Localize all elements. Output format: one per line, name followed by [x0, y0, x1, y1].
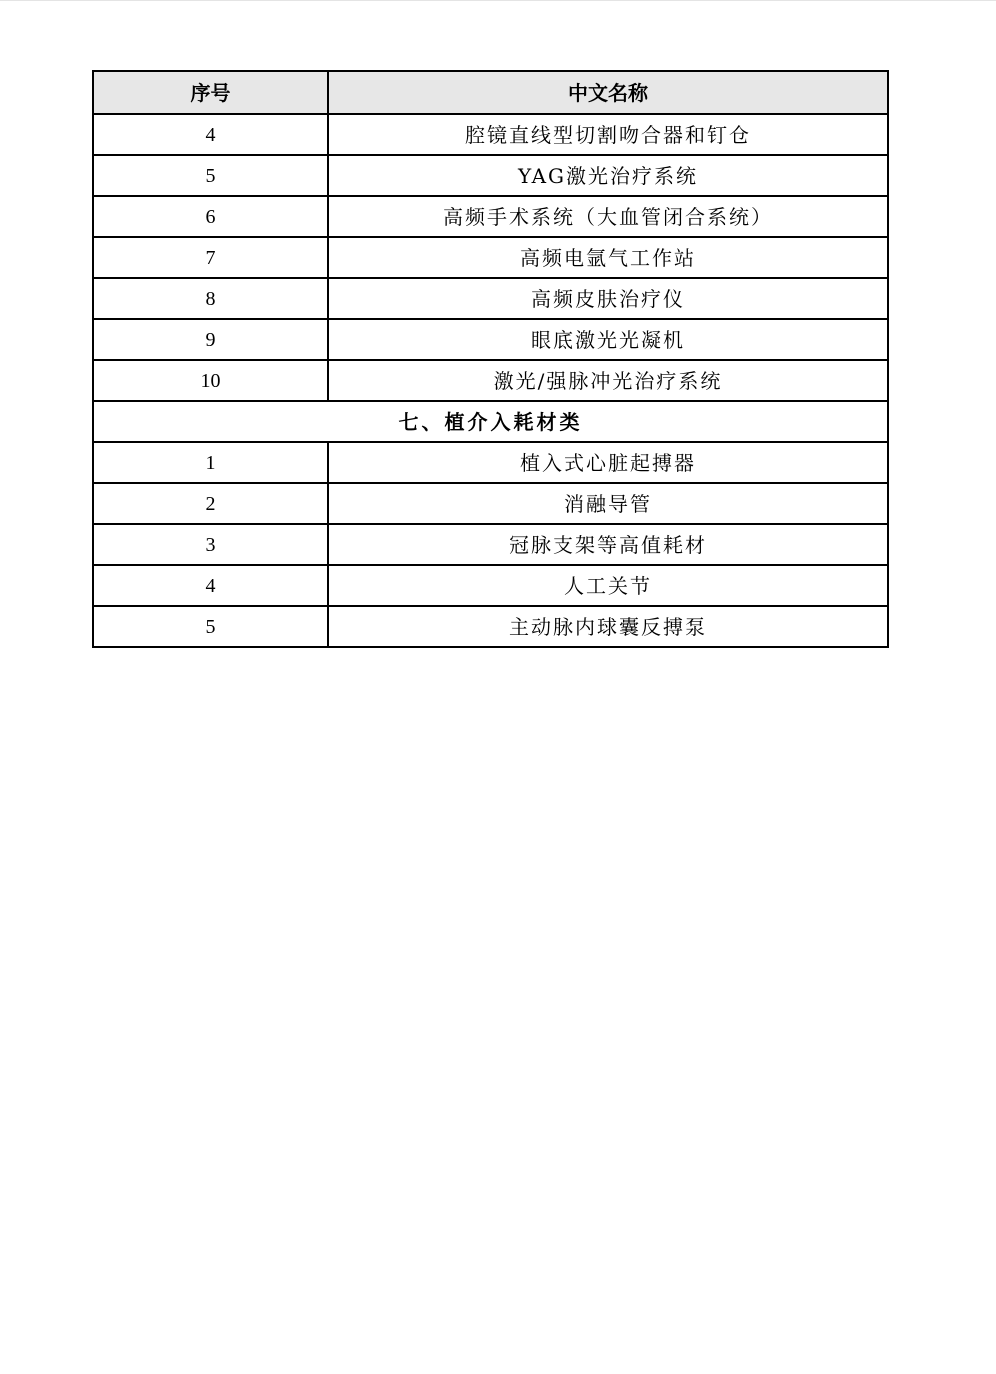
row-index: 5 — [93, 155, 328, 196]
row-index: 7 — [93, 237, 328, 278]
row-name: YAG激光治疗系统 — [328, 155, 888, 196]
table-row — [93, 524, 888, 565]
row-name: 冠脉支架等高值耗材 — [328, 524, 888, 565]
row-name: 主动脉内球囊反搏泵 — [328, 606, 888, 647]
table-row — [93, 237, 888, 278]
page-top-rule — [0, 0, 996, 1]
row-index: 3 — [93, 524, 328, 565]
row-index: 1 — [93, 442, 328, 483]
table-header-row — [93, 71, 888, 114]
row-index: 2 — [93, 483, 328, 524]
row-index: 10 — [93, 360, 328, 401]
table-row — [93, 114, 888, 155]
table-row — [93, 319, 888, 360]
table-row — [93, 483, 888, 524]
equipment-table — [92, 70, 889, 648]
row-name: 高频手术系统（大血管闭合系统） — [328, 196, 888, 237]
row-index: 9 — [93, 319, 328, 360]
row-index: 6 — [93, 196, 328, 237]
row-name: 眼底激光光凝机 — [328, 319, 888, 360]
row-name: 激光/强脉冲光治疗系统 — [328, 360, 888, 401]
table-row — [93, 606, 888, 647]
header-index: 序号 — [93, 71, 328, 114]
table-row — [93, 196, 888, 237]
row-name: 高频皮肤治疗仪 — [328, 278, 888, 319]
section-title: 七、植介入耗材类 — [93, 401, 888, 442]
table-row — [93, 442, 888, 483]
row-index: 8 — [93, 278, 328, 319]
row-name: 人工关节 — [328, 565, 888, 606]
table-row — [93, 155, 888, 196]
row-index: 5 — [93, 606, 328, 647]
row-index: 4 — [93, 114, 328, 155]
row-index: 4 — [93, 565, 328, 606]
row-name: 高频电氩气工作站 — [328, 237, 888, 278]
table-row — [93, 565, 888, 606]
section-row — [93, 401, 888, 442]
row-name: 植入式心脏起搏器 — [328, 442, 888, 483]
row-name: 消融导管 — [328, 483, 888, 524]
table-row — [93, 360, 888, 401]
table-row — [93, 278, 888, 319]
row-name: 腔镜直线型切割吻合器和钉仓 — [328, 114, 888, 155]
header-name: 中文名称 — [328, 71, 888, 114]
